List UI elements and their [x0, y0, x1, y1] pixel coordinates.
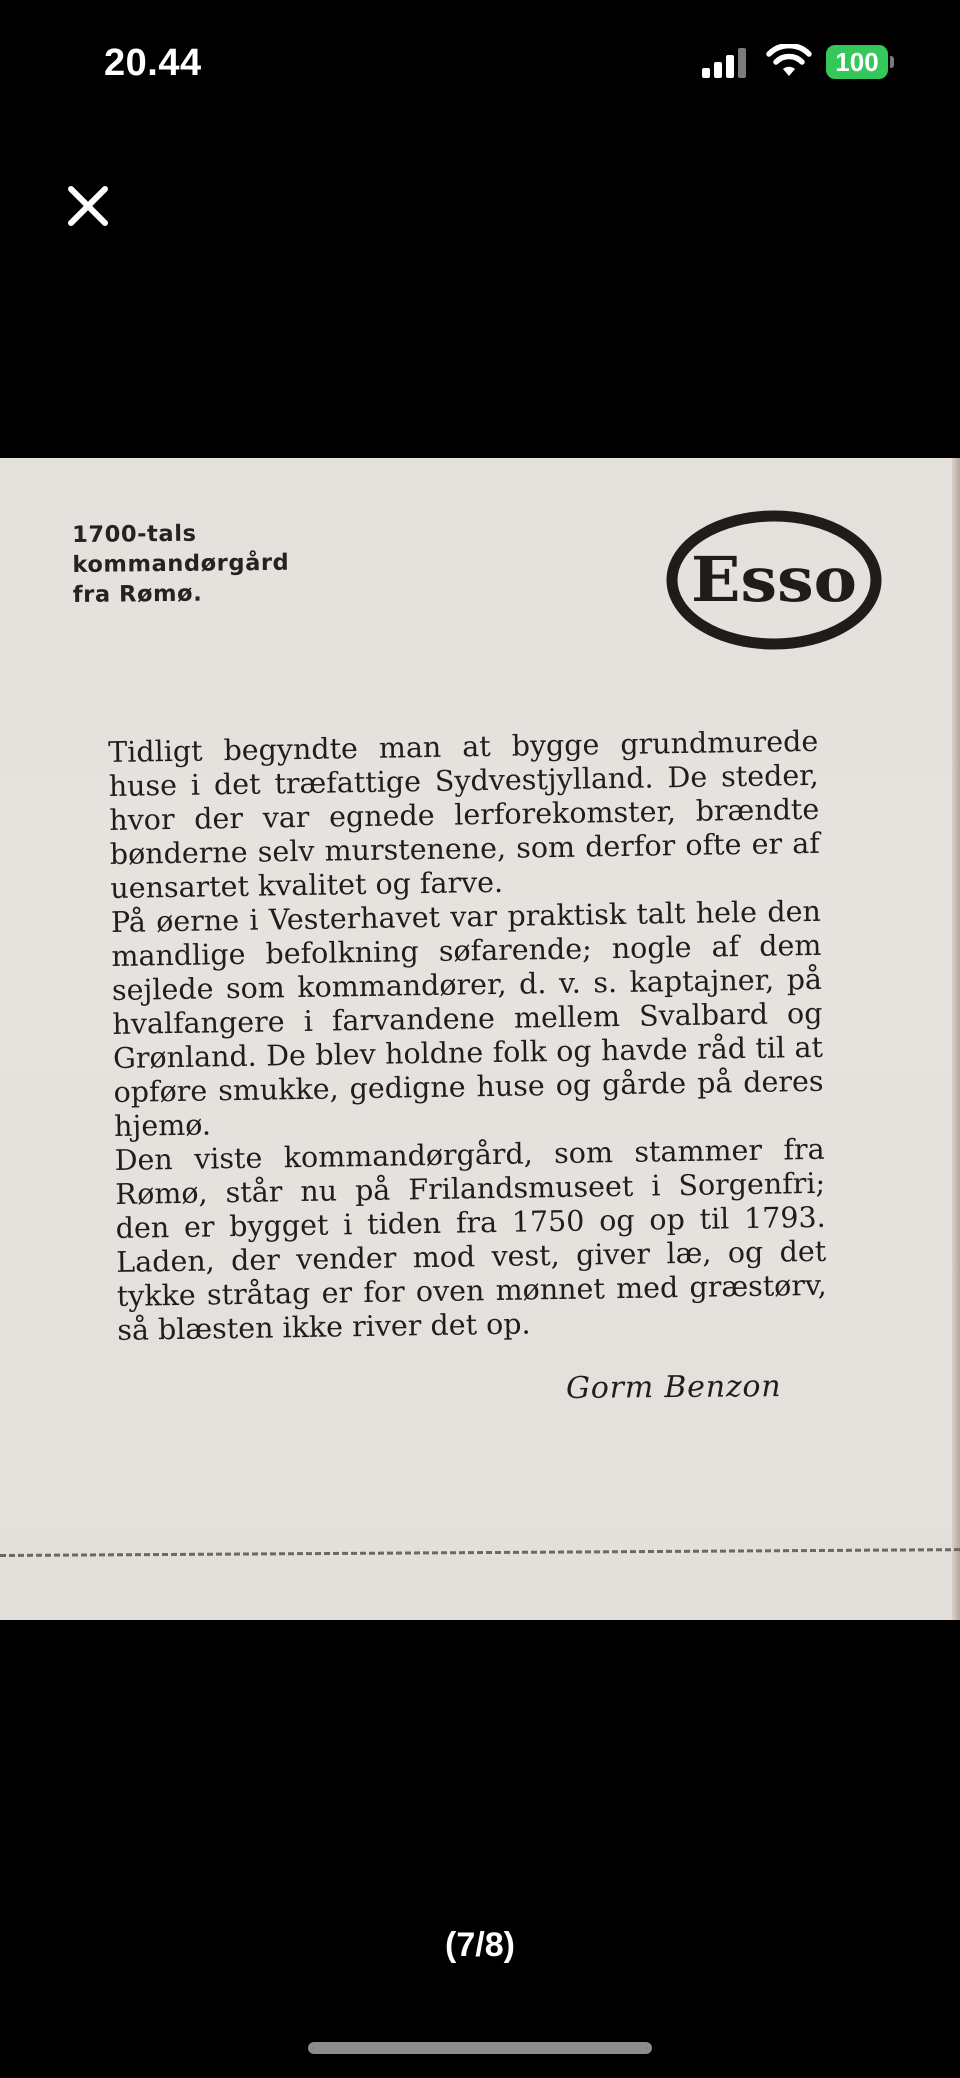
card-heading-line: kommandørgård [72, 549, 290, 578]
card-paragraph: Tidligt begyndte man at bygge grundmurede huse i det træfattige Sydvestjylland. De steder, hvor der var egnede lerforekomster, brændte bønderne selv murstenene, som derfor ofte er af uensartet kvalitet og farve. [108, 724, 821, 905]
card-paragraph: Den viste kommandørgård, som stammer fra Rømø, står nu på Frilandsmuseet i Sorgenfri; den er bygget i tiden fra 1750 og op til 1793. Laden, der vender mod vest, giver læ, og det tykke stråtag er for oven mønnet med græstørv, så blæsten ikke river det op. [114, 1132, 827, 1347]
photo-viewer-image[interactable] [0, 458, 960, 1620]
card-heading-line: fra Rømø. [72, 580, 203, 608]
battery-level: 100 [826, 45, 888, 79]
signal-icon [700, 48, 750, 78]
battery-icon [826, 45, 894, 79]
card-heading-line: 1700-tals [72, 520, 197, 548]
card-heading [72, 518, 290, 610]
wifi-icon [766, 44, 812, 78]
close-icon [60, 178, 116, 234]
home-indicator[interactable] [308, 2042, 652, 2054]
battery-cap [890, 56, 894, 68]
esso-logo [664, 510, 884, 650]
photo-edge [952, 458, 960, 1620]
status-bar [0, 0, 960, 130]
esso-logo-text: Esso [691, 543, 857, 616]
perforation-line [0, 1548, 960, 1557]
card-signature: Gorm Benzon [565, 1369, 782, 1406]
page-indicator: (7/8) [445, 1926, 515, 1964]
card-paragraph: På øerne i Vesterhavet var praktisk talt hele den mandlige befolkning søfarende; nogle af dem sejlede som kommandører, d. v. s. kaptajner, på hvalfangere i farvandene mellem Svalbard og Grønland. De blev holdne folk og havde råd til at opføre smukke, gedigne huse og gårde på deres hjemø. [110, 894, 824, 1143]
status-time: 20.44 [104, 42, 202, 84]
card-body-text [108, 725, 828, 1348]
close-button[interactable] [60, 178, 116, 234]
